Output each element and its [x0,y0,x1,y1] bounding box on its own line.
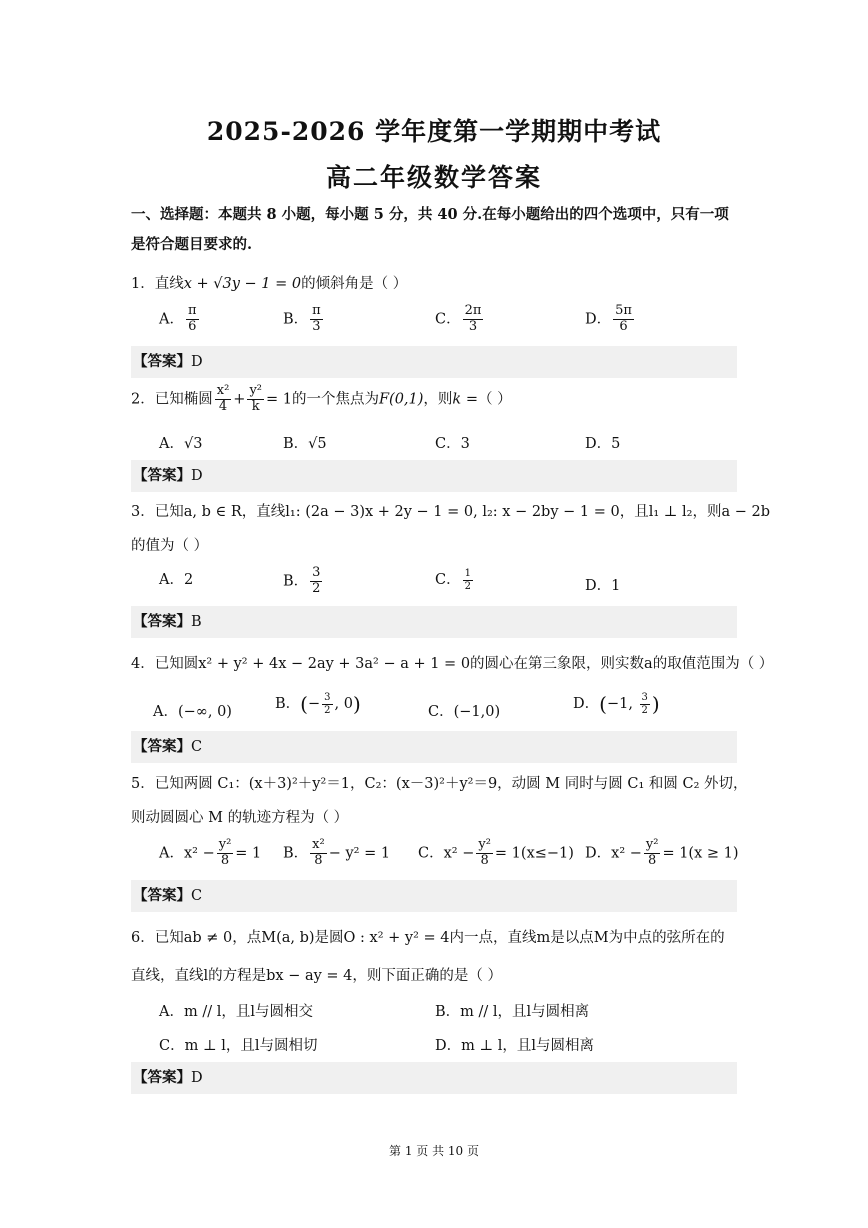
section-intro: 一、选择题：本题共 8 小题，每小题 5 分，共 40 分.在每小题给出的四个选项中，只有一项是符合题目要求的. [131,206,729,253]
option-b: B．(− $\frac{3}{2}$ , 0) [275,692,361,716]
option-c: C．3 [435,436,470,452]
question-2: 2．已知椭圆 $\frac{\text{x²}}{4}$ + $\frac{\text{y²}}{k}$ = 1的一个焦点为F(0,1)，则k =（ ） [131,383,512,414]
option-c: C． $\frac{1}{2}$ [435,568,471,592]
option-b: B． $\frac{\text{x²}}{8}$ − y² = 1 [283,837,391,868]
exam-title: 2025-2026 学年度第一学期期中考试 [206,117,662,146]
option-d: D． $\frac{5\pi}{6}$ [585,303,632,334]
question-3: 3．已知a, b ∈ R，直线l₁: (2a − 3)x + 2y − 1 = 0, l₂: x − 2by − 1 = 0，且l₁ ⊥ l₂，则a − 2b [131,504,770,520]
question-6-line2: 直线，直线l的方程是bx − ay = 4，则下面正确的是（ ） [131,968,503,984]
option-a: A．(−∞, 0) [153,704,232,720]
answer-row-1: 【答案】D [131,346,737,378]
answer-row-5: 【答案】C [131,880,737,912]
option-b: B． $\frac{\pi}{3}$ [283,303,321,334]
option-a: A． $\frac{\pi}{6}$ [159,303,197,334]
answer-row-4: 【答案】C [131,731,737,763]
option-a: A．m // l，且l与圆相交 [159,1004,313,1020]
question-1 [131,272,407,293]
question-5-line2: 则动圆圆心 M 的轨迹方程为（ ） [131,810,349,826]
option-a: A．x² − $\frac{\text{y²}}{8}$ = 1 [159,837,262,868]
exam-subtitle: 高二年级数学答案 [325,163,542,192]
option-b: B． $\frac{3}{2}$ [283,565,321,596]
question-text: 的倾斜角是（ ） [301,276,408,292]
question-number: 1． [131,276,155,292]
answer-row-3: 【答案】B [131,606,737,638]
option-d: D．m ⊥ l，且l与圆相离 [435,1038,595,1054]
option-c: C．(−1,0) [428,704,501,720]
option-c: C．m ⊥ l，且l与圆相切 [159,1038,318,1054]
question-3-line2: 的值为（ ） [131,538,209,554]
option-a: A．2 [159,572,194,588]
option-d: D．(−1, $\frac{3}{2}$ ) [573,692,660,716]
question-6: 6．已知ab ≠ 0，点M(a, b)是圆O : x² + y² = 4内一点，直线m是以点M为中点的弦所在的 [131,930,725,946]
option-a: A．√3 [159,436,203,452]
option-d: D．x² − $\frac{\text{y²}}{8}$ = 1(x ≥ 1) [585,837,739,868]
option-c: C． $\frac{2\pi}{3}$ [435,303,482,334]
option-c: C．x² − $\frac{\text{y²}}{8}$ = 1(x≤−1) [418,837,574,868]
question-text: 直线 [154,276,184,292]
answer-row-6: 【答案】D [131,1062,737,1094]
math-expression: x + √3y − 1 = 0 [183,276,302,292]
option-d: D．5 [585,436,621,452]
option-d: D．1 [585,578,621,594]
question-4: 4．已知圆x² + y² + 4x − 2ay + 3a² − a + 1 = 0的圆心在第三象限，则实数a的取值范围为（ ） [131,656,774,672]
question-5: 5．已知两圆 C₁：(x＋3)²＋y²＝1，C₂：(x－3)²＋y²＝9，动圆 M 同时与圆 C₁ 和圆 C₂ 外切， [131,776,748,792]
answer-row-2: 【答案】D [131,460,737,492]
option-b: B．√5 [283,436,327,452]
option-b: B．m // l，且l与圆相离 [435,1004,590,1020]
page-footer: 第 1 页 共 10 页 [389,1144,479,1158]
